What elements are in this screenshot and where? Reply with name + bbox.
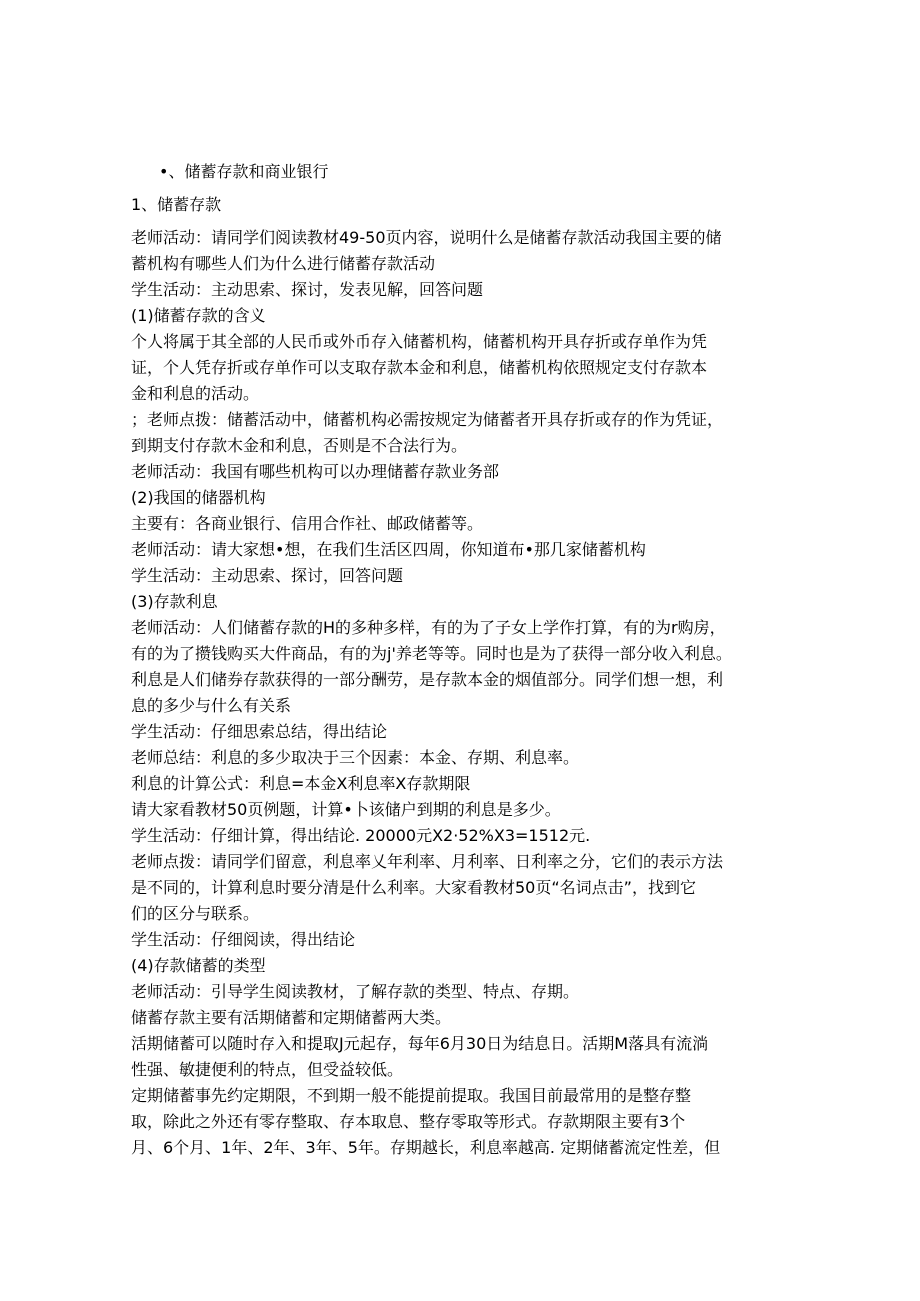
text-line: 储蓄存款主要有活期储蓄和定期储蓄两大类。 [131, 1008, 452, 1027]
text-line: 月、6个月、1年、2年、3年、5年。存期越长，利息率越高. 定期储蓄流定性差，但 [131, 1138, 721, 1157]
item-heading: (2)我国的储器机构 [131, 488, 266, 507]
text-line: 学生活动：仔细思索总结，得出结论 [131, 722, 388, 741]
text-line: 金和利息的活动。 [131, 384, 260, 403]
text-line: 老师活动：请同学们阅读教材49-50页内容，说明什么是储蓄存款活动我国主要的储 [131, 228, 722, 247]
text-line: 息的多少与什么有关系 [131, 696, 292, 715]
text-line: 证，个人凭存折或存单作可以支取存款本金和利息，储蓄机构依照规定支付存款本 [131, 358, 708, 377]
text-line: 老师活动：引导学生阅读教材，了解存款的类型、特点、存期。 [131, 982, 580, 1001]
text-line: 利息是人们储券存款获得的一部分酬劳，是存款本金的烟值部分。同学们想一想，利 [131, 670, 724, 689]
text-line: 有的为了攒钱购买大件商品，有的为j'养老等等。同时也是为了获得一部分收入利息。 [131, 644, 732, 663]
text-line: ；老师点拨：储蓄活动中，储蓄机构必需按规定为储蓄者开具存折或存的作为凭证， [131, 410, 724, 429]
text-line: 学生活动：仔细计算，得出结论. 20000元X2·52%X3=1512元. [131, 826, 591, 845]
text-line: 性强、敏捷便利的特点，但受益较低。 [131, 1060, 404, 1079]
text-line: 蓄机构有哪些人们为什么进行储蓄存款活动 [131, 254, 436, 273]
text-line: 学生活动：主动思索、探讨，回答问题 [131, 566, 404, 585]
text-line: 个人将属于其全部的人民币或外币存入储蓄机构，储蓄机构开具存折或存单作为凭 [131, 332, 708, 351]
text-line: 老师活动：人们储蓄存款的H的多种多样，有的为了子女上学作打算，有的为r购房， [131, 618, 726, 637]
text-line: 到期支付存款木金和利息，否则是不合法行为。 [131, 436, 468, 455]
text-line: 请大家看教材50页例题，计算•卜该储户到期的利息是多少。 [131, 800, 561, 819]
text-line: 老师活动：我国有哪些机构可以办理储蓄存款业务部 [131, 462, 500, 481]
item-heading: (1)储蓄存款的含义 [131, 306, 266, 325]
text-line: 是不同的，计算利息时要分清是什么利率。大家看教材50页“名词点击”，找到它 [131, 878, 696, 897]
text-line: 学生活动：仔细阅读，得出结论 [131, 930, 356, 949]
text-line: 老师活动：请大家想•想，在我们生活区四周，你知道布•那几家储蓄机构 [131, 540, 646, 559]
text-line: 学生活动：主动思索、探讨，发表见解，回答问题 [131, 280, 484, 299]
text-line: 定期储蓄事先约定期限，不到期一般不能提前提取。我国目前最常用的是整存整 [131, 1086, 692, 1105]
subsection-heading: 1、储蓄存款 [131, 195, 222, 214]
text-line: 老师总结：利息的多少取决于三个因素：本金、存期、利息率。 [131, 748, 580, 767]
text-line: 取，除此之外还有零存整取、存本取息、整存零取等形式。存款期限主要有3个 [131, 1112, 686, 1131]
text-line: 们的区分与联系。 [131, 904, 260, 923]
section-heading: •、储蓄存款和商业银行 [159, 162, 329, 181]
item-heading: (3)存款利息 [131, 592, 218, 611]
text-line: 活期储蓄可以随时存入和提取J元起存，每年6月30日为结息日。活期M落具有流淌 [131, 1034, 709, 1053]
item-heading: (4)存款储蓄的类型 [131, 956, 266, 975]
text-line: 主要有：各商业银行、信用合作社、邮政储蓄等。 [131, 514, 484, 533]
text-line: 老师点拨：请同学们留意，利息率乂年利率、月利率、日利率之分，它们的表示方法 [131, 852, 724, 871]
formula-line: 利息的计算公式：利息=本金X利息率X存款期限 [131, 774, 471, 793]
